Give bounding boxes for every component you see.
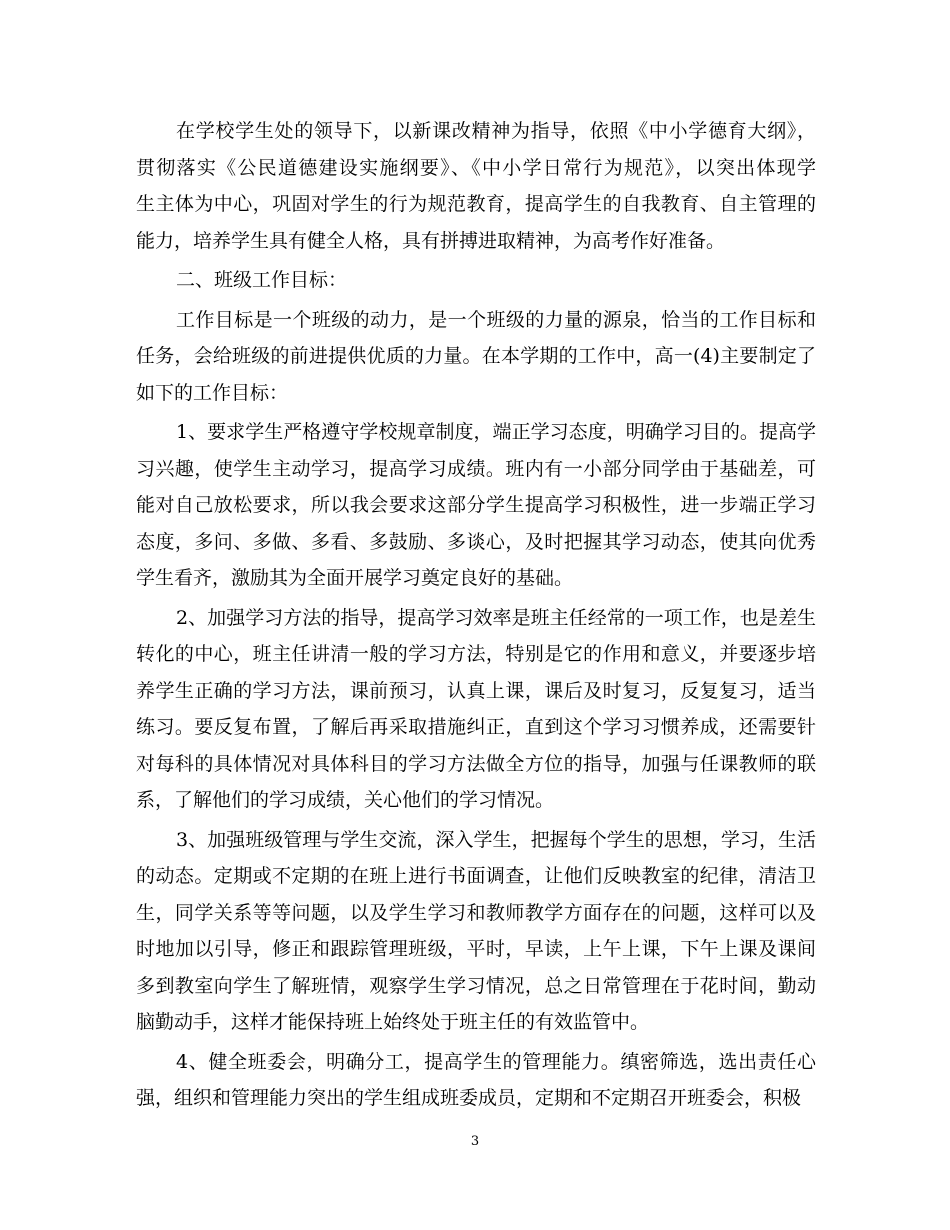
text-line: 1、要求学生严格遵守学校规章制度，端正学习态度，明确学习目的。提高学 (176, 421, 816, 443)
paragraph (136, 302, 816, 412)
text-line: 系，了解他们的学习成绩，关心他们的学习情况。 (136, 789, 555, 811)
text-line: 养学生正确的学习方法，课前预习，认真上课，课后及时复习，反复复习，适当 (136, 679, 816, 702)
paragraph (136, 600, 816, 819)
text-line: 强，组织和管理能力突出的学生组成班委成员，定期和不定期召开班委会，积极 (136, 1087, 802, 1109)
text-line: 时地加以引导，修正和跟踪管理班级，平时，早读，上午上课，下午上课及课间 (136, 938, 816, 960)
text-line: 贯彻落实《公民道德建设实施纲要》、《中小学日常行为规范》，以突出体现学 (136, 156, 816, 179)
paragraph (136, 822, 816, 1041)
text-line: 态度，多问、多做、多看、多鼓励、多谈心，及时把握其学习动态，使其向优秀 (136, 530, 816, 553)
paragraph (136, 414, 816, 597)
text-line: 能对自己放松要求，所以我会要求这部分学生提高学习积极性，进一步端正学习 (136, 494, 816, 516)
body-text (136, 113, 816, 1117)
text-line: 任务，会给班级的前进提供优质的力量。在本学期的工作中，高一(4)主要制定了 (136, 345, 816, 367)
text-line: 练习。要反复布置，了解后再采取措施纠正，直到这个学习习惯养成，还需要针 (136, 716, 816, 738)
text-line: 能力，培养学生具有健全人格，具有拼搏进取精神，为高考作好准备。 (136, 229, 726, 252)
text-line: 如下的工作目标： (136, 381, 289, 404)
text-line: 学生看齐，激励其为全面开展学习奠定良好的基础。 (136, 567, 574, 589)
text-line: 对每科的具体情况对具体科目的学习方法做全方位的指导，加强与任课教师的联 (136, 752, 816, 775)
paragraph (136, 1044, 816, 1117)
text-line: 工作目标是一个班级的动力，是一个班级的力量的源泉，恰当的工作目标和 (176, 308, 816, 331)
text-line: 多到教室向学生了解班情，观察学生学习情况，总之日常管理在于花时间，勤动 (136, 974, 816, 997)
text-line: 脑勤动手，这样才能保持班上始终处于班主任的有效监管中。 (136, 1011, 650, 1033)
text-line: 的动态。定期或不定期的在班上进行书面调查，让他们反映教室的纪律，清洁卫 (136, 865, 816, 887)
text-line: 生，同学关系等等问题，以及学生学习和教师教学方面存在的问题，这样可以及 (136, 901, 816, 924)
paragraph (136, 262, 816, 299)
paragraph (136, 113, 816, 259)
text-line: 转化的中心，班主任讲清一般的学习方法，特别是它的作用和意义，并要逐步培 (136, 643, 816, 665)
page-number: 3 (470, 1134, 480, 1149)
text-line: 4、健全班委会，明确分工，提高学生的管理能力。缜密筛选，选出责任心 (176, 1050, 816, 1073)
text-line: 2、加强学习方法的指导，提高学习效率是班主任经常的一项工作，也是差生 (176, 606, 816, 629)
text-line: 生主体为中心，巩固对学生的行为规范教育，提高学生的自我教育、自主管理的 (136, 193, 816, 215)
text-line: 习兴趣，使学生主动学习，提高学习成绩。班内有一小部分同学由于基础差，可 (136, 457, 816, 480)
text-line: 二、班级工作目标： (176, 269, 348, 291)
text-line: 3、加强班级管理与学生交流，深入学生，把握每个学生的思想，学习，生活 (176, 828, 816, 851)
text-line: 在学校学生处的领导下，以新课改精神为指导，依照《中小学德育大纲》， (176, 120, 816, 142)
